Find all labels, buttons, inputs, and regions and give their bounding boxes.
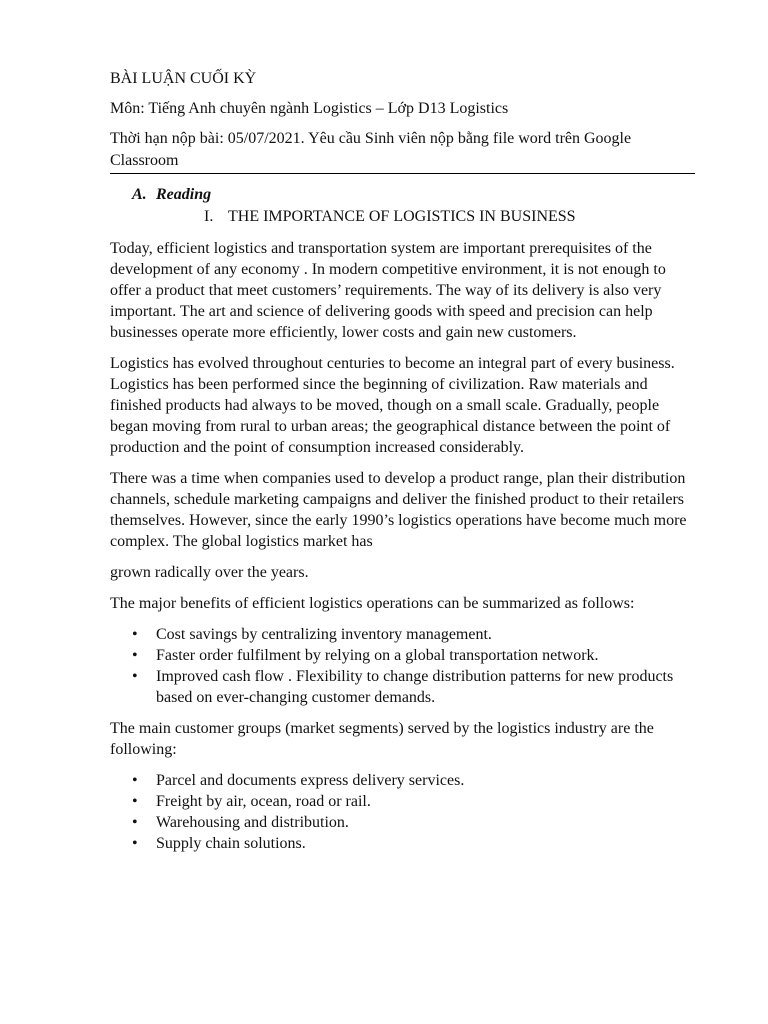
section-i-title: THE IMPORTANCE OF LOGISTICS IN BUSINESS: [228, 208, 576, 225]
bullet-icon: •: [132, 626, 138, 643]
subject-line: Môn: Tiếng Anh chuyên ngành Logistics – Lớp D13 Logistics: [110, 100, 509, 117]
document-page: [110, 68, 695, 864]
paragraph-evolution: Logistics has evolved throughout centuries to become an integral part of every business. Logistics has been performed since the beginning of civilization. Raw materials and finished products had always to be moved, though on a small scale. Gradually, people began moving from rural to urban areas; the geographical distance between the point of production and the point of consumption increased considerably.: [110, 355, 675, 456]
bullet-icon: •: [132, 668, 138, 685]
list-item: • Parcel and documents express delivery services.: [132, 772, 465, 789]
bullet-icon: •: [132, 772, 138, 789]
paragraph-growth: grown radically over the years.: [110, 564, 309, 581]
list-item: • Warehousing and distribution.: [132, 814, 349, 831]
section-i-heading: [204, 206, 695, 228]
list-item: • Improved cash flow . Flexibility to change distribution patterns for new products based on ever-changing customer demands.: [132, 668, 674, 706]
section-a-heading: [132, 184, 695, 206]
paragraph-intro: Today, efficient logistics and transportation system are important prerequisites of the development of any economy . In modern competitive environment, it is not enough to offer a product that meet customers’ requirements. The way of its delivery is also very important. The art and science of delivering goods with speed and precision can help businesses operate more efficiently, lower costs and gain new customers.: [110, 240, 666, 341]
section-a-label: Reading: [156, 186, 212, 203]
paragraph-complexity: There was a time when companies used to develop a product range, plan their distribution channels, schedule marketing campaigns and deliver the finished product to their retailers themselves. However, since the early 1990’s logistics operations have become much more complex. The global logistics market has: [110, 470, 687, 550]
bullet-icon: •: [132, 814, 138, 831]
essay-title: BÀI LUẬN CUỐI KỲ: [110, 70, 257, 87]
bullet-icon: •: [132, 793, 138, 810]
bullet-icon: •: [132, 835, 138, 852]
list-item: • Cost savings by centralizing inventory management.: [132, 626, 492, 643]
bullet-icon: •: [132, 647, 138, 664]
list-item: • Faster order fulfilment by relying on a global transportation network.: [132, 647, 599, 664]
section-i-number: I.: [204, 208, 214, 225]
section-a-letter: A.: [132, 186, 147, 203]
benefits-list: [110, 624, 695, 708]
segments-list: [110, 770, 695, 854]
list-item: • Supply chain solutions.: [132, 835, 306, 852]
paragraph-benefits-intro: The major benefits of efficient logistics operations can be summarized as follows:: [110, 595, 635, 612]
list-item: • Freight by air, ocean, road or rail.: [132, 793, 371, 810]
paragraph-segments-intro: The main customer groups (market segments) served by the logistics industry are the following:: [110, 720, 654, 758]
deadline-line: Thời hạn nộp bài: 05/07/2021. Yêu cầu Sinh viên nộp bằng file word trên Google Classroom: [110, 128, 695, 174]
